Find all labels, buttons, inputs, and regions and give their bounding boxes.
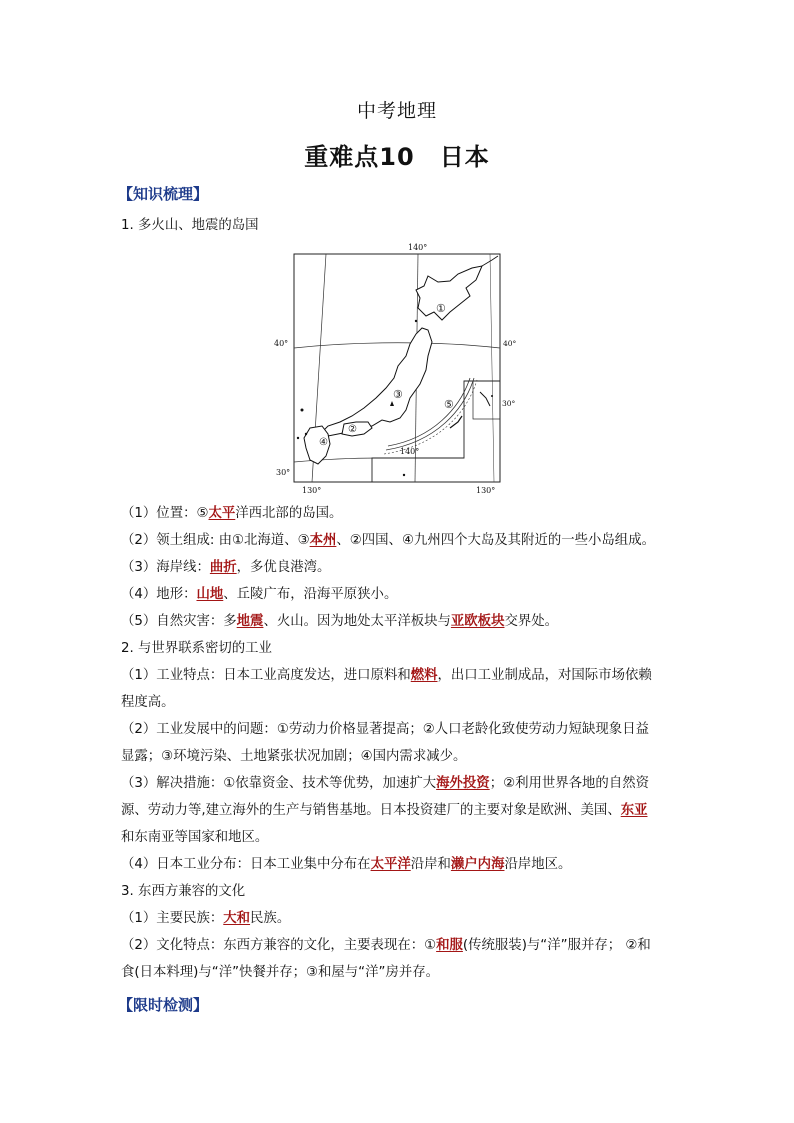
answer-yamato: 大和	[223, 911, 251, 926]
japan-map-graphic	[268, 238, 517, 498]
section-1-heading: 1. 多火山、地震的岛国	[121, 218, 259, 233]
map-marker-honshu: ③	[393, 388, 403, 401]
answer-winding: 曲折	[209, 560, 237, 575]
section-2-heading: 2. 与世界联系密切的工业	[121, 641, 272, 656]
s3-culture-line1: （2）文化特点：东西方兼容的文化，主要表现在：①和服(传统服装)与“洋”服并存； ②和	[121, 938, 651, 953]
map-label-140-inner: 140°	[400, 447, 420, 456]
section-2	[121, 635, 681, 878]
map-marker-hokkaido: ①	[436, 302, 446, 315]
answer-seto-inland-sea: 濑户内海	[450, 857, 505, 872]
section-header-knowledge: 【知识梳理】	[118, 185, 209, 203]
s2-measures-line2: 源、劳动力等,建立海外的生产与销售基地。日本投资建厂的主要对象是欧洲、美国、东亚	[121, 803, 648, 818]
answer-earthquake: 地震	[236, 614, 264, 629]
section-3-heading: 3. 东西方兼容的文化	[121, 884, 246, 899]
answer-overseas-investment: 海外投资	[436, 776, 490, 791]
s1-location: （1）位置：⑤太平洋西北部的岛国。	[121, 506, 343, 521]
map-label-30-left: 30°	[276, 468, 291, 477]
s2-problems-line1: （2）工业发展中的问题：①劳动力价格显著提高；②人口老龄化致使劳动力短缺现象日益	[121, 722, 649, 737]
answer-kimono: 和服	[436, 938, 463, 953]
answer-pacific: 太平	[208, 506, 236, 521]
section-3	[121, 878, 681, 986]
answer-fuel: 燃料	[410, 668, 438, 683]
map-label-140-top: 140°	[408, 243, 428, 252]
s1-terrain: （4）地形：山地、丘陵广布，沿海平原狭小。	[121, 587, 398, 602]
s2-problems-line2: 显露；③环境污染、土地紧张状况加剧；④国内需求减少。	[121, 749, 467, 764]
japan-map	[268, 238, 517, 498]
s2-measures-line3: 和东南亚等国家和地区。	[121, 830, 269, 845]
map-marker-kyushu: ④	[319, 437, 328, 448]
s2-feature-line1: （1）工业特点：日本工业高度发达，进口原料和燃料，出口工业制成品，对国际市场依赖	[121, 668, 652, 683]
map-label-130-right: 130°	[476, 486, 496, 495]
s1-territory: （2）领土组成: 由①北海道、③本州、②四国、④九州四个大岛及其附近的一些小岛组成。	[121, 533, 655, 548]
map-marker-pacific: ⑤	[444, 398, 454, 411]
s3-ethnic: （1）主要民族：大和民族。	[121, 911, 291, 926]
map-label-40-right: 40°	[503, 339, 517, 348]
section-header-test: 【限时检测】	[118, 996, 209, 1014]
map-label-40-left: 40°	[274, 339, 289, 348]
section-1-heading-block	[121, 212, 681, 239]
answer-pacific-ocean: 太平洋	[370, 857, 411, 872]
answer-mountains: 山地	[196, 587, 224, 602]
s1-disasters: （5）自然灾害：多地震、火山。因为地处太平洋板块与亚欧板块交界处。	[121, 614, 559, 629]
section-1-items	[121, 500, 681, 635]
map-label-130-left: 130°	[302, 486, 322, 495]
answer-honshu: 本州	[309, 533, 337, 548]
s2-feature-line2: 程度高。	[121, 695, 175, 710]
map-marker-shikoku: ②	[348, 424, 357, 435]
s2-measures-line1: （3）解决措施：①依靠资金、技术等优势，加速扩大海外投资；②利用世界各地的自然资	[121, 776, 649, 791]
s2-distribution: （4）日本工业分布：日本工业集中分布在太平洋沿岸和濑户内海沿岸地区。	[121, 857, 572, 872]
page-title: 重难点10 日本	[304, 143, 490, 171]
s1-coastline: （3）海岸线：曲折，多优良港湾。	[121, 560, 331, 575]
s3-culture-line2: 食(日本料理)与“洋”快餐并存；③和屋与“洋”房并存。	[121, 965, 440, 980]
answer-eurasian-plate: 亚欧板块	[450, 614, 505, 629]
map-label-30-right: 30°	[502, 399, 516, 408]
answer-east-asia: 东亚	[620, 803, 648, 818]
page-subject: 中考地理	[356, 100, 437, 122]
